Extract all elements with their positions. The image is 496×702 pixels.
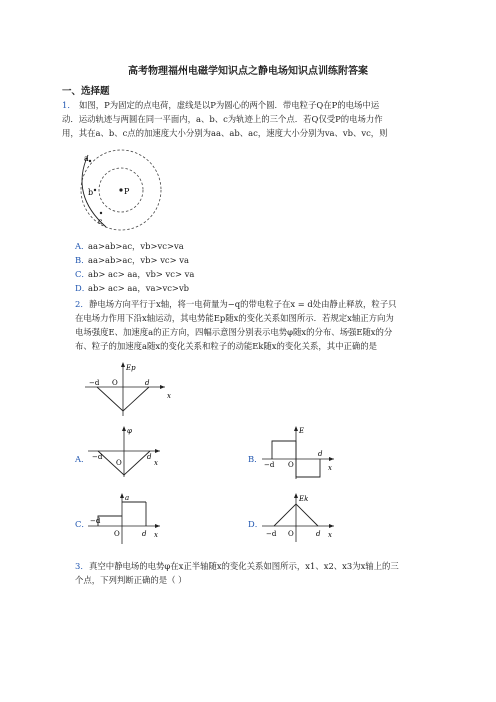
axis-label-x: x [154, 531, 158, 539]
point-a-label: a [84, 154, 89, 163]
question-number: 2． [75, 299, 89, 309]
tick-pos-d: d [142, 530, 147, 538]
question-text-line: 在电场力作用下沿x轴运动，其电势能Ep随x的变化关系如图所示．若规定x轴正方向为 [75, 313, 394, 323]
option-text: aa>ab>ac，vb> vc> va [88, 255, 190, 265]
axis-label-y: Ek [299, 495, 309, 503]
axis-label-x: x [167, 392, 171, 400]
option-c-graph [88, 492, 173, 544]
question-number: 1． [62, 100, 76, 110]
tick-pos-d: d [147, 453, 152, 461]
question-text-line: 布、粒子的加速度a随x的变化关系和粒子的动能Ek随x的变化关系，其中正确的是 [75, 341, 378, 351]
question-text-line: 电场强度E、加速度a的正方向，四幅示意图分别表示电势φ随x的分布、场强E随x的分 [75, 327, 393, 337]
option-key: A． [75, 454, 90, 464]
point-b-label: b [88, 188, 94, 197]
tick-neg-d: −d [92, 453, 103, 461]
option-a-graph [88, 425, 173, 480]
ep-graph [85, 360, 175, 420]
option-key: D． [248, 519, 264, 529]
question-text-line: 个点，下列判断正确的是（ ） [75, 575, 187, 585]
option-d-graph [262, 492, 347, 544]
option-key: A． [75, 241, 90, 251]
option-key: B． [75, 255, 90, 265]
axis-label-y: a [125, 494, 130, 502]
option-key: D． [75, 283, 91, 293]
tick-pos-d: d [145, 379, 150, 387]
question-text-line: 如图，P为固定的点电荷，虚线是以P为圆心的两个圆．带电粒子Q在P的电场中运 [79, 100, 380, 110]
point-c-label: c [98, 217, 103, 226]
tick-neg-d: −d [264, 461, 275, 469]
field-circles-figure [62, 145, 172, 235]
origin-label: O [112, 379, 118, 387]
question-text-line: 静电场方向平行于x轴，将一电荷量为−q的带电粒子在x = d处由静止释放，粒子只 [89, 299, 397, 309]
origin-label: O [116, 459, 122, 467]
question-number: 3． [75, 561, 89, 571]
axis-label-x: x [154, 459, 158, 467]
option-key: B． [248, 454, 263, 464]
option-text: aa>ab>ac，vb>vc>va [88, 241, 184, 251]
section-heading: 一、选择题 [62, 86, 110, 97]
option-key: C． [75, 269, 90, 279]
axis-label-y: φ [127, 427, 132, 435]
origin-label: O [288, 461, 294, 469]
tick-neg-d: −d [90, 517, 101, 525]
axis-label-y: E [299, 427, 305, 435]
option-b-graph [262, 425, 347, 480]
point-p-label: P [124, 187, 130, 196]
question-text-line: 真空中静电场的电势φ在x正半轴随x的变化关系如图所示，x1、x2、x3为x轴上的三 [89, 561, 399, 571]
axis-label-x: x [328, 531, 332, 539]
tick-pos-d: d [318, 450, 323, 458]
tick-neg-d: −d [89, 379, 100, 387]
origin-label: O [288, 530, 294, 538]
tick-neg-d: −d [266, 530, 277, 538]
tick-pos-d: d [316, 530, 321, 538]
option-key: C． [75, 519, 90, 529]
question-text-line: 用，其在a、b、c点的加速度大小分别为aa、ab、ac，速度大小分别为va、vb、vc，则 [62, 128, 388, 138]
option-text: ab> ac> aa，va>vc>vb [88, 283, 190, 293]
page-title: 高考物理福州电磁学知识点之静电场知识点训练附答案 [128, 66, 368, 77]
axis-label-x: x [328, 464, 332, 472]
option-text: ab> ac> aa，vb> vc> va [88, 269, 195, 279]
axis-label-y: Ep [126, 364, 136, 372]
origin-label: O [114, 530, 120, 538]
question-text-line: 动．运动轨迹与两圆在同一平面内，a、b、c为轨迹上的三个点．若Q仅受P的电场力作 [62, 114, 383, 124]
